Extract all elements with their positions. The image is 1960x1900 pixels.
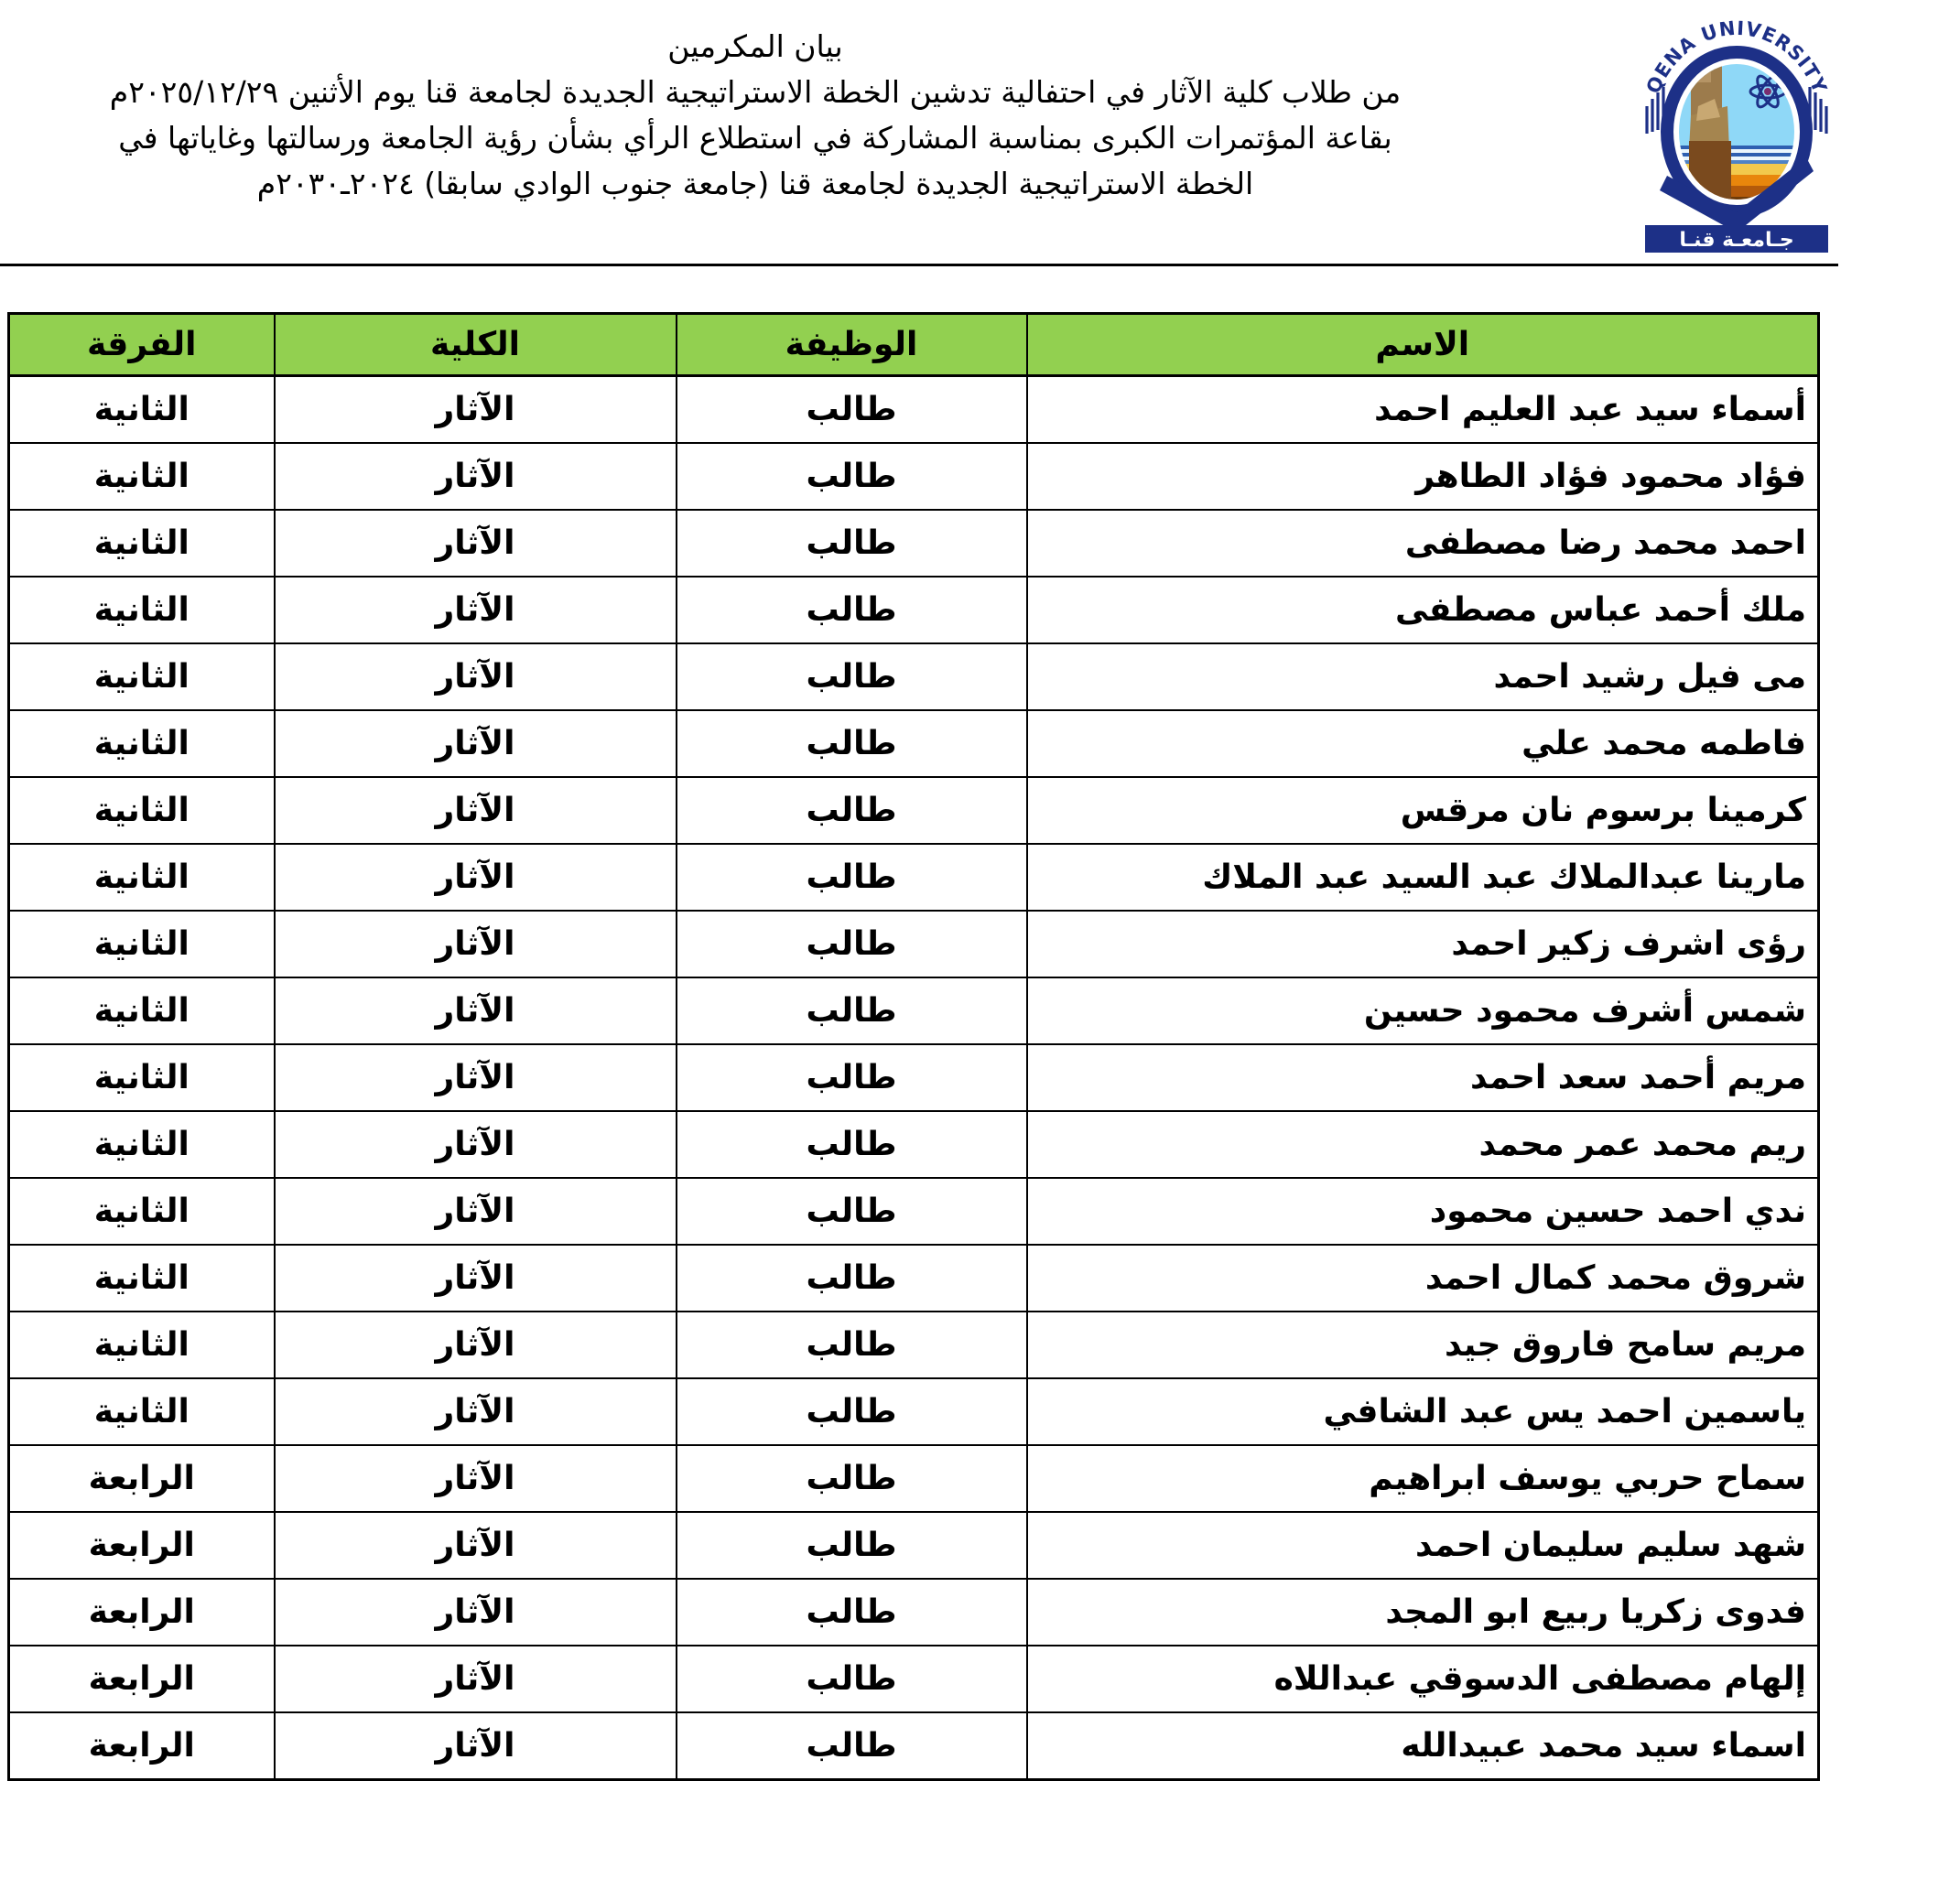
grade-cell: الرابعة [9,1512,275,1579]
job-cell: طالب [677,1512,1027,1579]
name-cell: سماح حربي يوسف ابراهيم [1027,1445,1819,1512]
col-header-job: الوظيفة [677,314,1027,376]
header-line-4: الخطة الاستراتيجية الجديدة لجامعة قنا (جامعة جنوب الوادي سابقا) ٢٠٢٤ـ٢٠٣٠م [256,166,1254,201]
grade-cell: الثانية [9,1378,275,1445]
college-cell: الآثار [275,1712,677,1780]
table-row [9,1579,1819,1646]
university-logo [1633,4,1840,253]
table-row [9,844,1819,911]
college-cell: الآثار [275,1178,677,1245]
college-cell: الآثار [275,643,677,710]
table-row [9,911,1819,977]
document-title: بيان المكرمين [667,28,843,64]
job-cell: طالب [677,1312,1027,1378]
job-cell: طالب [677,1445,1027,1512]
job-cell: طالب [677,510,1027,577]
logo-footer-text: جـامعـة قنـا [1679,229,1794,252]
grade-cell: الثانية [9,844,275,911]
name-cell: إلهام مصطفى الدسوقي عبداللاه [1027,1646,1819,1712]
college-cell: الآثار [275,844,677,911]
logo-arc-text: QENA UNIVERSITY [1641,16,1832,97]
table-row [9,1445,1819,1512]
name-cell: فدوى زكريا ربيع ابو المجد [1027,1579,1819,1646]
college-cell: الآثار [275,1378,677,1445]
name-cell: رؤى اشرف زكير احمد [1027,911,1819,977]
name-cell: اسماء سيد محمد عبيدالله [1027,1712,1819,1780]
table-row [9,1178,1819,1245]
table-row [9,1044,1819,1111]
job-cell: طالب [677,643,1027,710]
job-cell: طالب [677,1378,1027,1445]
table-row [9,777,1819,844]
table-row [9,376,1819,444]
table-row [9,1111,1819,1178]
name-cell: ياسمين احمد يس عبد الشافي [1027,1378,1819,1445]
college-cell: الآثار [275,443,677,510]
college-cell: الآثار [275,977,677,1044]
college-cell: الآثار [275,1312,677,1378]
header-divider [0,264,1838,266]
grade-cell: الثانية [9,1245,275,1312]
table-row [9,1512,1819,1579]
grade-cell: الثانية [9,376,275,444]
job-cell: طالب [677,1712,1027,1780]
job-cell: طالب [677,977,1027,1044]
grade-cell: الثانية [9,443,275,510]
table-row [9,443,1819,510]
job-cell: طالب [677,1646,1027,1712]
job-cell: طالب [677,1245,1027,1312]
job-cell: طالب [677,1178,1027,1245]
grade-cell: الثانية [9,1312,275,1378]
table-row [9,1712,1819,1780]
name-cell: شروق محمد كمال احمد [1027,1245,1819,1312]
honorees-table [7,312,1820,1781]
name-cell: مريم سامح فاروق جيد [1027,1312,1819,1378]
table-row [9,1646,1819,1712]
name-cell: مى فيل رشيد احمد [1027,643,1819,710]
name-cell: فاطمه محمد علي [1027,710,1819,777]
name-cell: أسماء سيد عبد العليم احمد [1027,376,1819,444]
header-line-3: بقاعة المؤتمرات الكبرى بمناسبة المشاركة في استطلاع الرأي بشأن رؤية الجامعة ورسالتها وغاياتها في [118,120,1392,156]
name-cell: ملك أحمد عباس مصطفى [1027,577,1819,643]
grade-cell: الرابعة [9,1445,275,1512]
job-cell: طالب [677,844,1027,911]
college-cell: الآثار [275,911,677,977]
qena-university-logo-icon [1633,4,1840,253]
col-header-grade: الفرقة [9,314,275,376]
college-cell: الآثار [275,1646,677,1712]
name-cell: احمد محمد رضا مصطفى [1027,510,1819,577]
col-header-name: الاسم [1027,314,1819,376]
grade-cell: الثانية [9,510,275,577]
name-cell: مريم أحمد سعد احمد [1027,1044,1819,1111]
college-cell: الآثار [275,1245,677,1312]
name-cell: ريم محمد عمر محمد [1027,1111,1819,1178]
grade-cell: الثانية [9,1044,275,1111]
college-cell: الآثار [275,777,677,844]
table-row [9,1245,1819,1312]
table-row [9,1312,1819,1378]
job-cell: طالب [677,1579,1027,1646]
job-cell: طالب [677,577,1027,643]
grade-cell: الثانية [9,577,275,643]
college-cell: الآثار [275,1445,677,1512]
grade-cell: الثانية [9,1111,275,1178]
grade-cell: الثانية [9,643,275,710]
college-cell: الآثار [275,376,677,444]
table-row [9,977,1819,1044]
grade-cell: الثانية [9,977,275,1044]
grade-cell: الثانية [9,710,275,777]
name-cell: فؤاد محمود فؤاد الطاهر [1027,443,1819,510]
college-cell: الآثار [275,1512,677,1579]
college-cell: الآثار [275,1111,677,1178]
job-cell: طالب [677,710,1027,777]
col-header-college: الكلية [275,314,677,376]
table-header-row [9,314,1819,376]
name-cell: شهد سليم سليمان احمد [1027,1512,1819,1579]
grade-cell: الثانية [9,777,275,844]
grade-cell: الثانية [9,911,275,977]
grade-cell: الرابعة [9,1712,275,1780]
grade-cell: الثانية [9,1178,275,1245]
job-cell: طالب [677,777,1027,844]
document-header [0,24,1511,207]
job-cell: طالب [677,911,1027,977]
grade-cell: الرابعة [9,1646,275,1712]
college-cell: الآثار [275,1579,677,1646]
college-cell: الآثار [275,1044,677,1111]
college-cell: الآثار [275,710,677,777]
college-cell: الآثار [275,510,677,577]
name-cell: كرمينا برسوم نان مرقس [1027,777,1819,844]
name-cell: شمس أشرف محمود حسين [1027,977,1819,1044]
college-cell: الآثار [275,577,677,643]
table-row [9,1378,1819,1445]
job-cell: طالب [677,1111,1027,1178]
grade-cell: الرابعة [9,1579,275,1646]
job-cell: طالب [677,1044,1027,1111]
job-cell: طالب [677,443,1027,510]
table-row [9,577,1819,643]
table-row [9,710,1819,777]
table-row [9,643,1819,710]
name-cell: مارينا عبدالملاك عبد السيد عبد الملاك [1027,844,1819,911]
header-line-2: من طلاب كلية الآثار في احتفالية تدشين الخطة الاستراتيجية الجديدة لجامعة قنا يوم الأثنين ٢٠٢٥/١٢/٢٩م [109,74,1402,110]
table-row [9,510,1819,577]
name-cell: ندي احمد حسين محمود [1027,1178,1819,1245]
job-cell: طالب [677,376,1027,444]
